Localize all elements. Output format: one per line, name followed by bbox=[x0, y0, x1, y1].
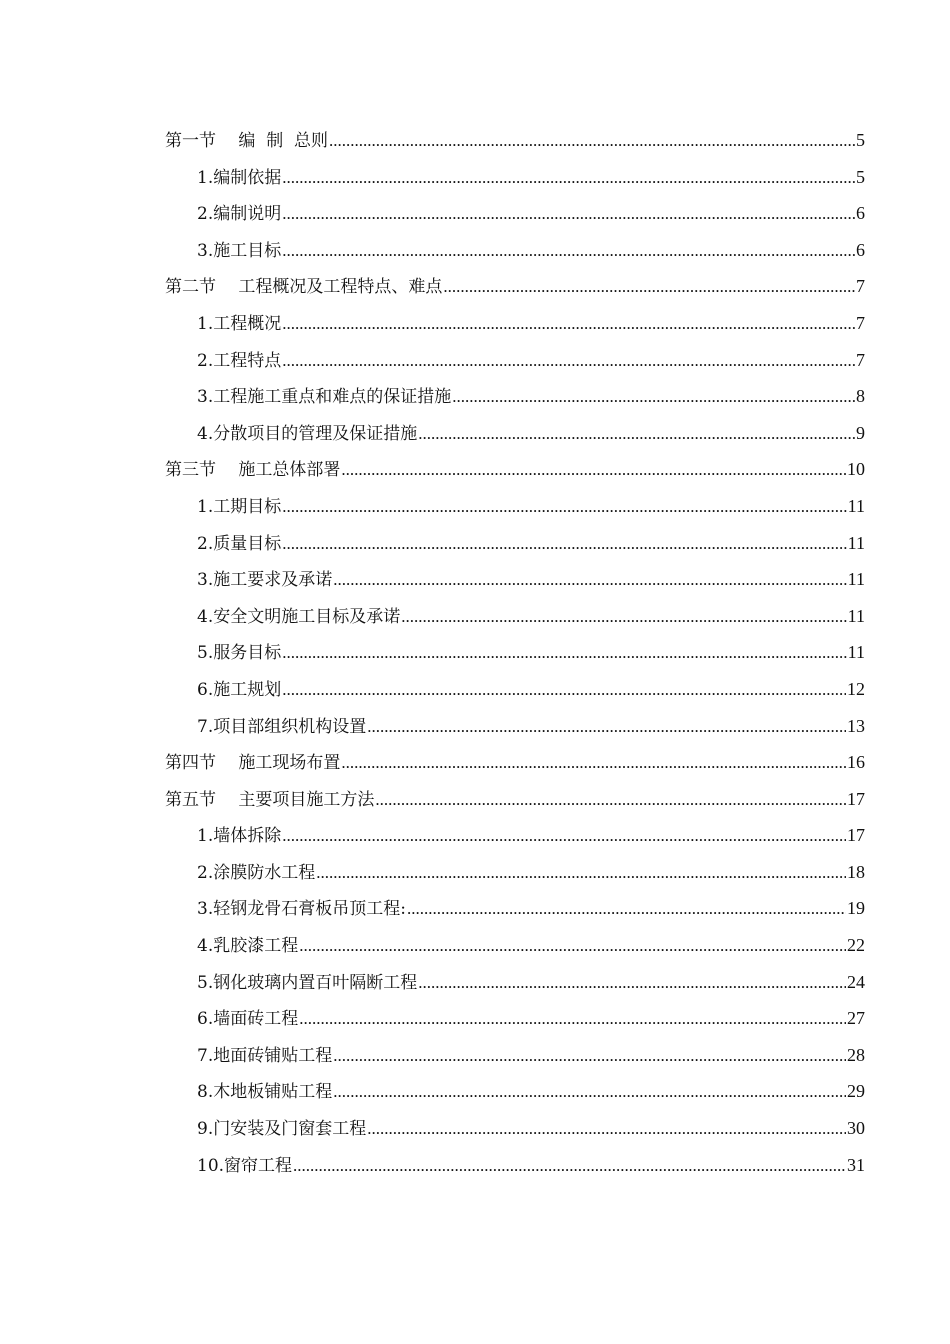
toc-section-entry[interactable] bbox=[165, 122, 865, 159]
toc-entry-title: 2.编制说明 bbox=[197, 204, 282, 225]
toc-subsection-entry[interactable] bbox=[165, 927, 865, 964]
toc-dot-leader bbox=[443, 269, 855, 306]
toc-entry-title: 4.分散项目的管理及保证措施 bbox=[197, 423, 418, 444]
toc-page-number: 12 bbox=[847, 678, 865, 699]
toc-page-number: 24 bbox=[847, 971, 865, 992]
toc-subsection-entry[interactable] bbox=[165, 1073, 865, 1110]
toc-entry-title: 第四节 施工现场布置 bbox=[165, 753, 341, 774]
toc-dot-leader bbox=[452, 379, 855, 416]
toc-page-number: 31 bbox=[847, 1154, 865, 1175]
toc-page-number: 6 bbox=[856, 203, 865, 224]
toc-entry-title: 5.服务目标 bbox=[197, 643, 282, 664]
toc-page-number: 6 bbox=[856, 239, 865, 260]
toc-subsection-entry[interactable] bbox=[165, 561, 865, 598]
toc-entry-title: 2.质量目标 bbox=[197, 533, 282, 554]
toc-dot-leader bbox=[341, 745, 846, 782]
toc-dot-leader bbox=[418, 416, 855, 453]
toc-subsection-entry[interactable] bbox=[165, 854, 865, 891]
toc-page-number: 11 bbox=[847, 642, 865, 663]
toc-subsection-entry[interactable] bbox=[165, 159, 865, 196]
toc-subsection-entry[interactable] bbox=[165, 634, 865, 671]
toc-page-number: 8 bbox=[856, 386, 865, 407]
toc-dot-leader bbox=[333, 1074, 846, 1111]
toc-entry-title: 6.施工规划 bbox=[197, 679, 282, 700]
toc-subsection-entry[interactable] bbox=[165, 964, 865, 1001]
toc-subsection-entry[interactable] bbox=[165, 488, 865, 525]
toc-entry-title: 3.轻钢龙骨石膏板吊顶工程: bbox=[197, 899, 406, 920]
toc-dot-leader bbox=[282, 489, 846, 526]
toc-dot-leader bbox=[333, 1038, 846, 1075]
table-of-contents bbox=[165, 122, 865, 1183]
toc-page-number: 9 bbox=[856, 422, 865, 443]
toc-dot-leader bbox=[282, 160, 855, 197]
toc-dot-leader bbox=[401, 599, 846, 636]
toc-page-number: 19 bbox=[847, 898, 865, 919]
toc-subsection-entry[interactable] bbox=[165, 525, 865, 562]
toc-entry-title: 第一节 编 制 总则 bbox=[165, 131, 329, 151]
toc-page-number: 11 bbox=[847, 495, 865, 516]
toc-subsection-entry[interactable] bbox=[165, 342, 865, 379]
toc-dot-leader bbox=[341, 452, 846, 489]
toc-entry-title: 8.木地板铺贴工程 bbox=[197, 1082, 333, 1103]
toc-dot-leader bbox=[367, 1111, 846, 1148]
toc-entry-title: 1.工期目标 bbox=[197, 496, 282, 517]
toc-entry-title: 2.涂膜防水工程 bbox=[197, 862, 316, 883]
toc-dot-leader bbox=[407, 891, 846, 928]
toc-dot-leader bbox=[282, 233, 855, 270]
toc-entry-title: 4.安全文明施工目标及承诺 bbox=[197, 606, 401, 627]
toc-page-number: 10 bbox=[847, 459, 865, 480]
toc-dot-leader bbox=[282, 343, 855, 380]
toc-subsection-entry[interactable] bbox=[165, 817, 865, 854]
toc-dot-leader bbox=[316, 855, 846, 892]
toc-dot-leader bbox=[418, 965, 846, 1002]
toc-dot-leader bbox=[367, 709, 846, 746]
toc-subsection-entry[interactable] bbox=[165, 671, 865, 708]
toc-entry-title: 3.工程施工重点和难点的保证措施 bbox=[197, 387, 452, 408]
toc-page-number: 11 bbox=[847, 532, 865, 553]
toc-page-number: 16 bbox=[847, 752, 865, 773]
toc-entry-title: 2.工程特点 bbox=[197, 350, 282, 371]
toc-dot-leader bbox=[282, 526, 846, 563]
toc-page-number: 13 bbox=[847, 715, 865, 736]
toc-dot-leader bbox=[282, 196, 855, 233]
toc-page-number: 17 bbox=[847, 788, 865, 809]
toc-page-number: 11 bbox=[847, 569, 865, 590]
toc-dot-leader bbox=[282, 306, 855, 343]
toc-entry-title: 6.墙面砖工程 bbox=[197, 1009, 299, 1030]
toc-section-entry[interactable] bbox=[165, 451, 865, 488]
toc-subsection-entry[interactable] bbox=[165, 1037, 865, 1074]
toc-subsection-entry[interactable] bbox=[165, 1147, 865, 1184]
toc-page-number: 5 bbox=[856, 166, 865, 187]
toc-page-number: 28 bbox=[847, 1044, 865, 1065]
toc-entry-title: 1.工程概况 bbox=[197, 313, 282, 334]
toc-section-entry[interactable] bbox=[165, 268, 865, 305]
toc-entry-title: 10.窗帘工程 bbox=[197, 1155, 293, 1176]
toc-entry-title: 5.钢化玻璃内置百叶隔断工程 bbox=[197, 972, 418, 993]
toc-dot-leader bbox=[299, 928, 846, 965]
toc-subsection-entry[interactable] bbox=[165, 1000, 865, 1037]
toc-entry-title: 3.施工要求及承诺 bbox=[197, 570, 333, 591]
toc-page-number: 30 bbox=[847, 1118, 865, 1139]
toc-subsection-entry[interactable] bbox=[165, 598, 865, 635]
toc-page-number: 17 bbox=[847, 825, 865, 846]
toc-dot-leader bbox=[293, 1148, 846, 1185]
toc-subsection-entry[interactable] bbox=[165, 890, 865, 927]
toc-entry-title: 第二节 工程概况及工程特点、难点 bbox=[165, 277, 443, 298]
toc-page-number: 11 bbox=[847, 605, 865, 626]
toc-page-number: 29 bbox=[847, 1081, 865, 1102]
toc-entry-title: 7.项目部组织机构设置 bbox=[197, 716, 367, 737]
toc-dot-leader bbox=[333, 562, 846, 599]
toc-subsection-entry[interactable] bbox=[165, 378, 865, 415]
toc-section-entry[interactable] bbox=[165, 781, 865, 818]
toc-entry-title: 1.编制依据 bbox=[197, 167, 282, 188]
toc-page-number: 7 bbox=[856, 276, 865, 297]
toc-dot-leader bbox=[299, 1001, 846, 1038]
toc-subsection-entry[interactable] bbox=[165, 232, 865, 269]
toc-subsection-entry[interactable] bbox=[165, 195, 865, 232]
toc-dot-leader bbox=[375, 782, 846, 819]
toc-subsection-entry[interactable] bbox=[165, 415, 865, 452]
toc-entry-title: 4.乳胶漆工程 bbox=[197, 936, 299, 957]
toc-entry-title: 第三节 施工总体部署 bbox=[165, 460, 341, 481]
toc-page-number: 27 bbox=[847, 1008, 865, 1029]
toc-entry-title: 第五节 主要项目施工方法 bbox=[165, 789, 375, 810]
toc-entry-title: 1.墙体拆除 bbox=[197, 826, 282, 847]
toc-subsection-entry[interactable] bbox=[165, 708, 865, 745]
toc-subsection-entry[interactable] bbox=[165, 305, 865, 342]
toc-page-number: 7 bbox=[856, 312, 865, 333]
toc-page-number: 7 bbox=[856, 349, 865, 370]
toc-page-number: 5 bbox=[856, 130, 865, 150]
toc-page-number: 22 bbox=[847, 935, 865, 956]
toc-page-number: 18 bbox=[847, 861, 865, 882]
toc-dot-leader bbox=[282, 818, 846, 855]
toc-section-entry[interactable] bbox=[165, 744, 865, 781]
toc-entry-title: 3.施工目标 bbox=[197, 240, 282, 261]
toc-dot-leader bbox=[282, 672, 846, 709]
toc-subsection-entry[interactable] bbox=[165, 1110, 865, 1147]
toc-entry-title: 9.门安装及门窗套工程 bbox=[197, 1119, 367, 1140]
toc-dot-leader bbox=[282, 635, 846, 672]
toc-dot-leader bbox=[329, 123, 855, 160]
toc-entry-title: 7.地面砖铺贴工程 bbox=[197, 1045, 333, 1066]
